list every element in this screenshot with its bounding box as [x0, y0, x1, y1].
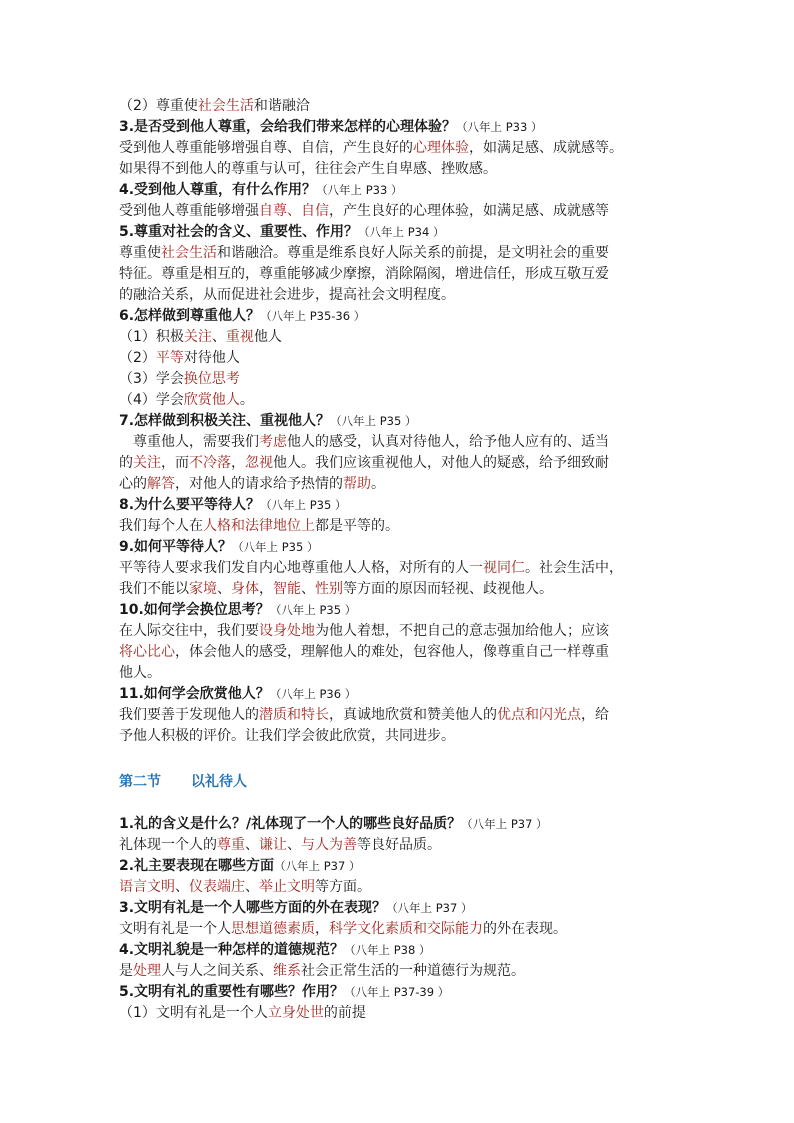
textbook-reference: （八年上 P35 ） [269, 603, 357, 617]
question-heading [119, 814, 679, 835]
text-segment: 、 [245, 879, 259, 895]
answer-line [119, 919, 679, 940]
answer-line [119, 621, 679, 642]
question-heading [119, 940, 679, 961]
text-segment: 4.受到他人尊重，有什么作用？ [119, 182, 317, 198]
highlight-keyword: 换位思考 [183, 371, 240, 387]
answer-line [119, 663, 679, 684]
highlight-keyword: 身体 [231, 581, 259, 597]
question-heading [119, 117, 679, 138]
text-segment: 尊重使 [119, 245, 161, 261]
highlight-keyword: 考虑 [259, 434, 287, 450]
text-segment: 3.是否受到他人尊重，会给我们带来怎样的心理体验？ [119, 119, 457, 135]
textbook-reference: （八年上 P35-36 ） [260, 309, 366, 323]
question-heading [119, 898, 679, 919]
question-heading [119, 856, 679, 877]
text-segment: 和谐融洽 [253, 98, 310, 114]
highlight-keyword: 关注 [183, 329, 212, 345]
text-segment: 都是平等的。 [315, 518, 399, 534]
textbook-reference: （八年上 P35 ） [330, 414, 417, 428]
text-segment: ，而 [161, 455, 189, 471]
text-segment: 5.文明有礼的重要性有哪些？作用？ [119, 984, 345, 1000]
text-segment: 他人的感受，认真对待他人，给予他人应有的、适当 [287, 434, 609, 450]
highlight-keyword: 设身处地 [259, 623, 315, 639]
text-segment: 、 [287, 837, 301, 853]
highlight-keyword: 语言文明 [119, 879, 175, 895]
text-segment: 文明有礼是一个人 [119, 921, 231, 937]
answer-line [119, 705, 679, 726]
textbook-reference: （八年上 P35 ） [232, 540, 319, 554]
text-segment: 5.尊重对社会的含义、重要性、作用？ [119, 224, 359, 240]
section-heading [119, 772, 679, 793]
answer-line [119, 243, 679, 264]
text-segment: 10.如何学会换位思考？ [119, 602, 270, 618]
answer-line [119, 96, 679, 117]
answer-line [119, 1003, 679, 1024]
answer-line [119, 348, 679, 369]
text-segment: ， [231, 455, 245, 471]
text-segment: 社会正常生活的一种道德行为规范。 [301, 963, 525, 979]
text-segment: 的融洽关系，从而促进社会进步，提高社会文明程度。 [119, 287, 455, 303]
highlight-keyword: 谦让 [259, 837, 287, 853]
answer-line [119, 432, 679, 453]
answer-line [119, 285, 679, 306]
text-segment: 等良好品质。 [357, 837, 441, 853]
text-segment: 人与人之间关系、 [161, 963, 273, 979]
highlight-keyword: 自尊、自信 [259, 203, 329, 219]
text-segment: 8.为什么要平等待人？ [119, 497, 261, 513]
text-segment: （1）积极 [119, 329, 184, 345]
highlight-keyword: 心理体验 [413, 140, 469, 156]
text-segment: ，对他人的请求给予热情的 [175, 476, 343, 492]
text-segment: ，产生良好的心理体验，如满足感、成就感等 [329, 203, 609, 219]
answer-line [119, 579, 679, 600]
highlight-keyword: 举止文明 [259, 879, 315, 895]
text-segment: 对待他人 [183, 350, 240, 366]
answer-line [119, 453, 679, 474]
text-segment: 受到他人尊重能够增强 [119, 203, 259, 219]
text-segment: （4）学会 [119, 392, 184, 408]
highlight-keyword: 立身处世 [267, 1005, 324, 1021]
text-segment: 4.文明礼貌是一种怎样的道德规范？ [119, 942, 345, 958]
textbook-reference: （八年上 P38 ） [344, 943, 431, 957]
highlight-keyword: 一视同仁 [469, 560, 525, 576]
textbook-reference: （八年上 P33 ） [456, 120, 543, 134]
highlight-keyword: 欣赏他人 [183, 392, 240, 408]
question-heading [119, 180, 679, 201]
highlight-keyword: 不冷落 [189, 455, 231, 471]
highlight-keyword: 与人为善 [301, 837, 357, 853]
text-segment: 为他人着想，不把自己的意志强加给他人；应该 [315, 623, 609, 639]
question-heading [119, 306, 679, 327]
answer-line [119, 516, 679, 537]
text-segment: （1）文明有礼是一个人 [119, 1005, 268, 1021]
text-segment: 心的 [119, 476, 147, 492]
text-segment: 6.怎样做到尊重他人？ [119, 308, 261, 324]
section-number: 第二节 [119, 774, 161, 790]
highlight-keyword: 关注 [133, 455, 161, 471]
text-segment: 1.礼的含义是什么？/礼体现了一个人的哪些良好品质？ [119, 816, 462, 832]
question-block-respect [119, 96, 679, 747]
text-segment: 的 [119, 455, 133, 471]
highlight-keyword: 智能 [273, 581, 301, 597]
text-segment: ， [259, 581, 273, 597]
document-page [119, 96, 679, 1024]
question-heading [119, 495, 679, 516]
highlight-keyword: 重视 [225, 329, 254, 345]
highlight-keyword: 性别 [315, 581, 343, 597]
highlight-keyword: 社会生活 [197, 98, 254, 114]
highlight-keyword: 潜质和特长 [259, 707, 329, 723]
text-segment: 我们要善于发现他人的 [119, 707, 259, 723]
highlight-keyword: 家境 [189, 581, 217, 597]
question-heading [119, 411, 679, 432]
answer-line [119, 835, 679, 856]
answer-line [119, 726, 679, 747]
textbook-reference: （八年上 P33 ） [316, 183, 403, 197]
question-heading [119, 222, 679, 243]
text-segment: 3.文明有礼是一个人哪些方面的外在表现？ [119, 900, 387, 916]
text-segment: 、 [217, 581, 231, 597]
highlight-keyword: 将心比心 [119, 644, 175, 660]
answer-line [119, 961, 679, 982]
text-segment: 9.如何平等待人？ [119, 539, 233, 555]
text-segment: 、 [211, 329, 226, 345]
answer-line [119, 201, 679, 222]
answer-line [119, 369, 679, 390]
text-segment: 7.怎样做到积极关注、重视他人？ [119, 413, 331, 429]
text-segment: 受到他人尊重能够增强自尊、自信，产生良好的 [119, 140, 413, 156]
answer-line [119, 877, 679, 898]
text-segment: 、 [245, 837, 259, 853]
text-segment: （3）学会 [119, 371, 184, 387]
text-segment: 的前提 [323, 1005, 366, 1021]
text-segment: 他人。 [119, 665, 161, 681]
text-segment: 特征。尊重是相互的，尊重能够减少摩擦，消除隔阂，增进信任，形成互敬互爱 [119, 266, 609, 282]
text-segment: 的外在表现。 [483, 921, 567, 937]
text-segment: 平等待人要求我们发自内心地尊重他人人格，对所有的人 [119, 560, 469, 576]
text-segment: 礼体现一个人的 [119, 837, 217, 853]
highlight-keyword: 思想道德素质 [231, 921, 315, 937]
highlight-keyword: 处理 [133, 963, 161, 979]
text-segment: （2） [119, 350, 156, 366]
answer-line [119, 474, 679, 495]
textbook-reference: （八年上 P37-39 ） [344, 985, 450, 999]
textbook-reference: （八年上 P37 ） [274, 859, 361, 873]
text-segment: ，如满足感、成就感等。 [469, 140, 623, 156]
answer-line [119, 159, 679, 180]
text-segment: 予他人积极的评价。让我们学会彼此欣赏，共同进步。 [119, 728, 455, 744]
textbook-reference: （八年上 P34 ） [358, 225, 445, 239]
section-title: 以礼待人 [191, 774, 247, 790]
answer-line [119, 642, 679, 663]
question-heading [119, 684, 679, 705]
text-segment: 我们不能以 [119, 581, 189, 597]
text-segment: 。 [371, 476, 385, 492]
text-segment: 尊重他人，需要我们 [133, 434, 259, 450]
highlight-keyword: 平等 [155, 350, 184, 366]
text-segment: 如果得不到他人的尊重与认可，往往会产生自卑感、挫败感。 [119, 161, 497, 177]
text-segment: ，给 [581, 707, 609, 723]
text-segment: 是 [119, 963, 133, 979]
highlight-keyword: 优点和闪光点 [497, 707, 581, 723]
text-segment: 他人 [253, 329, 282, 345]
highlight-keyword: 社会生活 [161, 245, 217, 261]
question-heading [119, 982, 679, 1003]
textbook-reference: （八年上 P36 ） [269, 687, 357, 701]
answer-line [119, 390, 679, 411]
textbook-reference: （八年上 P37 ） [386, 901, 473, 915]
text-segment: 。社会生活中， [525, 560, 623, 576]
text-segment: ， [315, 921, 329, 937]
answer-line [119, 138, 679, 159]
text-segment: 2.礼主要表现在哪些方面 [119, 858, 275, 874]
text-segment: 我们每个人在 [119, 518, 203, 534]
question-heading [119, 537, 679, 558]
text-segment: 。 [239, 392, 254, 408]
answer-line [119, 264, 679, 285]
text-segment: 他人。我们应该重视他人，对他人的疑惑，给予细致耐 [273, 455, 609, 471]
text-segment: ，真诚地欣赏和赞美他人的 [329, 707, 497, 723]
text-segment: 在人际交往中，我们要 [119, 623, 259, 639]
text-segment: （2）尊重使 [119, 98, 198, 114]
question-heading [119, 600, 679, 621]
textbook-reference: （八年上 P37 ） [461, 817, 548, 831]
text-segment: 等方面。 [315, 879, 371, 895]
highlight-keyword: 科学文化素质和交际能力 [329, 921, 483, 937]
highlight-keyword: 解答 [147, 476, 175, 492]
text-segment: 、 [301, 581, 315, 597]
answer-line [119, 327, 679, 348]
question-block-courtesy [119, 814, 679, 1024]
highlight-keyword: 人格和法律地位上 [203, 518, 315, 534]
text-segment: 、 [175, 879, 189, 895]
highlight-keyword: 帮助 [343, 476, 371, 492]
textbook-reference: （八年上 P35 ） [260, 498, 347, 512]
text-segment: ，体会他人的感受，理解他人的难处，包容他人，像尊重自己一样尊重 [175, 644, 609, 660]
text-segment: 等方面的原因而轻视、歧视他人。 [343, 581, 553, 597]
highlight-keyword: 忽视 [245, 455, 273, 471]
highlight-keyword: 仪表端庄 [189, 879, 245, 895]
highlight-keyword: 尊重 [217, 837, 245, 853]
highlight-keyword: 维系 [273, 963, 301, 979]
text-segment: 和谐融洽。尊重是维系良好人际关系的前提，是文明社会的重要 [217, 245, 609, 261]
answer-line [119, 558, 679, 579]
text-segment: 11.如何学会欣赏他人？ [119, 686, 270, 702]
